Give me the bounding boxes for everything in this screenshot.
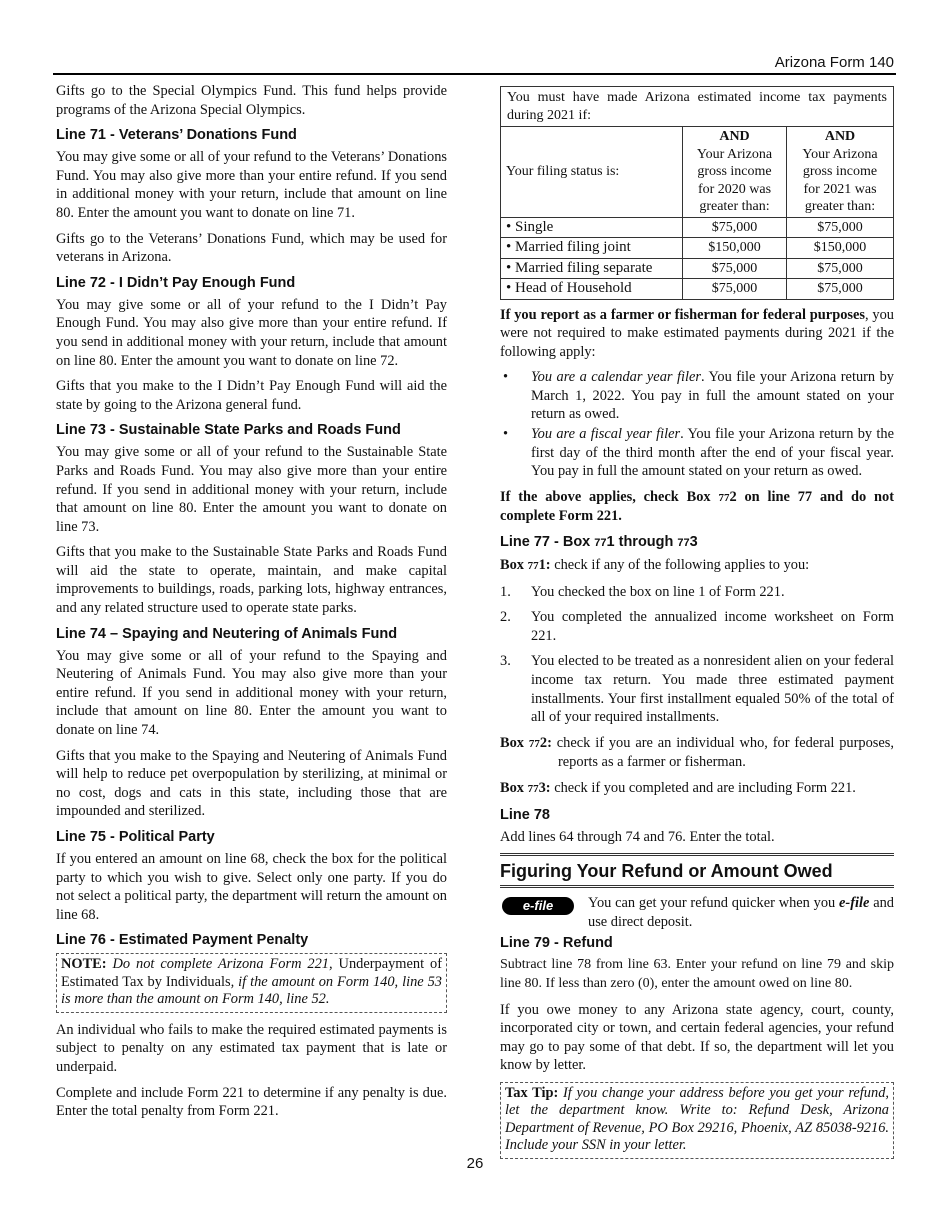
line72-heading: Line 72 - I Didn’t Pay Enough Fund [56,274,296,291]
box-771-label-code: 77 [527,560,539,573]
section-title: Figuring Your Refund or Amount Owed [500,853,894,888]
header-2020-line-3: gross income [697,164,772,179]
list-item [500,608,894,645]
line71-paragraph-1: You may give some or all of your refund to the Veterans’ Donations Fund. You may also give more than your entire refund. If you send in additional money with your return, include that amount on line 80. Enter the amount you want to donate on line 71. [56,149,447,221]
row-2020-married-joint: $150,000 [683,238,787,259]
check-note-text-a: If the above applies, check Box [500,488,719,505]
farmer-bold-text: If you report as a farmer or fisherman for federal purposes [500,306,865,323]
line74-paragraph-1: You may give some or all of your refund to the Spaying and Neutering of Animals Fund. You may also give more than your entire refund. If you send in additional money with your return, include that amount on line 80. Enter the amount you want to donate on line 74. [56,647,447,739]
box-772-label-code: 77 [528,737,540,750]
efile-text-italic: e-file [839,895,870,912]
fiscal-filer-italic: You are a fiscal year filer [531,426,681,443]
line79-paragraph-1: Subtract line 78 from line 63. Enter your refund on line 79 and skip line 80. If less than zero (0), enter the amount owed on line 80. [500,957,894,991]
table-row [501,238,894,259]
header-2021-line-5: greater than: [804,199,876,214]
box-771-label-a: Box [500,557,528,574]
list-item [500,652,894,726]
check-note-box-code: 77 [718,491,730,504]
bullet-icon: • [503,426,509,443]
line73-paragraph-2: Gifts that you make to the Sustainable State Parks and Roads Fund will aid the state to operate, maintain, and make capital improvements to buildings, roads, parking lots, highway entrances, and any related structure used to operate state parks. [56,544,447,617]
box-772-text: check if you are an individual who, for federal purposes, reports as a farmer or fisherman. [551,734,894,771]
line72-paragraph-1: You may give some or all of your refund to the I Didn’t Pay Enough Fund. You may also give more than your entire refund. If you send in additional money with your return, include that amount on line 80. Enter the amount you want to donate on line 72. [56,296,447,369]
line72-paragraph-2: Gifts that you make to the I Didn’t Pay Enough Fund will aid the state by going to the Arizona general fund. [56,378,447,413]
item-text: You checked the box on line 1 of Form 221. [531,583,785,600]
farmer-paragraph [500,306,894,362]
tax-tip-label: Tax Tip: [505,1084,559,1101]
box-773-label [500,780,551,796]
line76-paragraph-1: An individual who fails to make the required estimated payments is subject to penalty on any estimated tax payment that is late or underpaid. [56,1021,447,1076]
line77-heading-code-1: 77 [594,537,607,550]
table-row [501,279,894,300]
row-2021-married-joint: $150,000 [787,238,894,259]
efile-text [588,894,894,931]
efile-callout [500,894,894,931]
line74-heading: Line 74 – Spaying and Neutering of Animals Fund [56,625,398,642]
row-status-single: • Single [501,217,683,238]
box-773-definition [500,779,894,799]
table-caption: You must have made Arizona estimated income tax payments during 2021 if: [501,87,894,127]
row-2020-head-of-household: $75,000 [683,279,787,300]
list-item [500,368,894,424]
efile-text-b: and use direct deposit. [588,895,894,930]
gross-income-2020-header [683,127,787,218]
line77-heading-b: 1 through [606,534,678,551]
row-2020-single: $75,000 [683,217,787,238]
line77-heading [500,533,894,552]
line77-heading-a: Line 77 - Box [500,534,595,551]
header-2021-line-4: for 2021 was [803,181,877,197]
header-divider [53,73,896,75]
line76-paragraph-2: Complete and include Form 221 to determine if any penalty is due. Enter the total penalty from Form 221. [56,1084,447,1120]
box-772-label-b: 2: [539,734,552,751]
efile-text-a: You can get your refund quicker when you [588,895,840,912]
line75-paragraph-1: If you entered an amount on line 68, check the box for the political party to which you wish to give. Select only one party. If you do not select a political party, the department will return the amount on line 68. [56,851,447,923]
box-771-label [500,557,551,573]
line78-paragraph: Add lines 64 through 74 and 76. Enter the total. [500,828,775,845]
line76-heading: Line 76 - Estimated Payment Penalty [56,932,309,949]
check-box-note [500,488,894,526]
fiscal-filer-text: . You file your Arizona return by the first day of the third month after the end of your fiscal year. You pay in full the amount stated on your return as owed. [531,426,894,480]
box-771-definition [500,556,894,576]
row-2020-married-separate: $75,000 [683,258,787,279]
item-number: 2. [500,609,511,626]
box-773-label-code: 77 [527,782,539,795]
header-2021-line-3: gross income [802,164,878,179]
calendar-filer-text: . You file your Arizona return by March 1, 2022. You pay in full the amount stated on your return as owed. [531,369,894,423]
line79-heading: Line 79 - Refund [500,935,613,952]
line71-heading: Line 71 - Veterans’ Donations Fund [56,127,297,144]
item-text: You completed the annualized income worksheet on Form 221. [531,609,894,644]
item-number: 1. [500,583,511,600]
row-status-head-of-household: • Head of Household [501,279,683,300]
box-773-label-b: 3: [538,779,551,796]
filing-status-header: Your filing status is: [501,127,683,218]
form221-note-box [56,953,447,1013]
line77-heading-c: 3 [689,534,698,551]
line71-paragraph-2: Gifts go to the Veterans’ Donations Fund, which may be used for veterans in Arizona. [56,230,447,266]
row-status-married-separate: • Married filing separate [501,258,683,279]
tax-tip-text: If you change your address before you get your refund, let the department know. Write to: Refund Desk, Arizona Department of Revenue, PO Box 29216, Phoenix, AZ 85038-9216. Include your SSN in your letter. [505,1084,889,1154]
row-2021-married-separate: $75,000 [787,258,894,279]
row-status-married-joint: • Married filing joint [501,238,683,259]
header-and-2020: AND [719,129,750,144]
bullet-icon: • [503,369,509,386]
page-number: 26 [466,1155,484,1172]
note-label: NOTE: [61,956,107,973]
box-773-text: check if you completed and are including Form 221. [550,779,856,796]
box-772-label [500,735,552,751]
box-771-conditions-list [500,583,894,727]
note-italic-text-1: Do not complete Arizona Form 221, [106,956,339,973]
line73-paragraph-1: You may give some or all of your refund to the Sustainable State Parks and Roads Fund. You may also give more than your entire refund. If you send in additional money with your return, include that amount on line 80. Enter the amount you want to donate on line 73. [56,444,447,535]
header-and-2021: AND [824,129,856,144]
box-772-label-a: Box [500,734,529,751]
form-title: Arizona Form 140 [774,54,894,71]
tax-tip-box [500,1082,894,1159]
line79-paragraph-2: If you owe money to any Arizona state agency, court, county, incorporated city or town, and certain federal agencies, your refund may go to pay some of that debt. If so, the department will let you know by letter. [500,1001,894,1074]
right-column [500,82,894,1167]
row-2021-single: $75,000 [787,217,894,238]
left-column [56,82,447,1128]
special-olympics-paragraph: Gifts go to the Special Olympics Fund. This fund helps provide programs of the Arizona Special Olympics. [56,83,447,118]
list-item [500,583,894,602]
item-number: 3. [500,653,511,670]
line75-heading: Line 75 - Political Party [56,829,215,845]
line77-heading-code-2: 77 [677,537,690,550]
line78-heading: Line 78 [500,806,550,823]
note-form-name: Underpayment of Estimated Tax by Individuals [61,956,442,990]
row-2021-head-of-household: $75,000 [787,279,894,300]
header-2021-line-2: Your Arizona [802,146,878,162]
box-772-definition [500,734,894,772]
check-note-text-b: 2 on line 77 and do not complete Form 221. [500,488,894,525]
efile-badge-icon: e-file [502,897,574,915]
line73-heading: Line 73 - Sustainable State Parks and Roads Fund [56,422,401,439]
header-2020-line-5: greater than: [699,199,770,214]
item-text: You elected to be treated as a nonresident alien on your federal income tax return. You made three estimated payment installments. Your first installment equaled 50% of the total of all of your required installments. [531,653,894,726]
note-italic-text-2: , if the amount on Form 140, line 53 is more than the amount on Form 140, line 52. [61,973,443,1008]
gross-income-2021-header [787,127,894,218]
box-771-label-b: 1: [538,557,551,574]
estimated-payments-table [500,86,894,300]
list-item [500,425,894,481]
box-773-label-a: Box [500,779,528,796]
table-row [501,258,894,279]
farmer-conditions-list [500,368,894,481]
line74-paragraph-2: Gifts that you make to the Spaying and Neutering of Animals Fund will help to reduce pet overpopulation by sterilizing, at minimal or no cost, dogs and cats in this state, including those that are impounded and sterilized. [56,747,447,820]
header-2020-line-2: Your Arizona [696,146,773,162]
calendar-filer-italic: You are a calendar year filer [531,369,701,386]
box-771-text: check if any of the following applies to you: [550,557,810,574]
header-2020-line-4: for 2020 was [697,181,772,197]
table-row [501,217,894,238]
farmer-rest-text: , you were not required to make estimated payments during 2021 if the following apply: [500,306,894,360]
